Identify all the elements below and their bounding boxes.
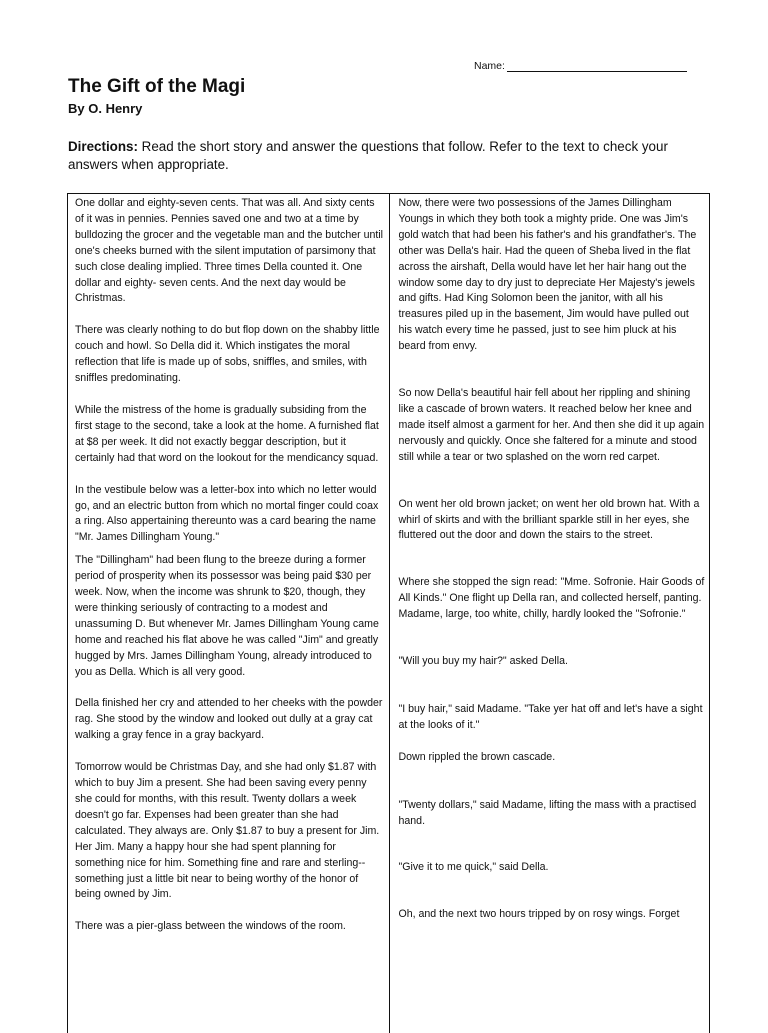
story-paragraph: Now, there were two possessions of the James Dillingham Youngs in which they both took a mighty pride. One was Jim's gold watch that had been his father's and his grandfather's. The other was Della's hair. Had the queen of Sheba lived in the flat across the airshaft, Della would have let her hair hang out the window some day to dry just to depreciate Her Majesty's jewels and gifts. Had King Solomon been the janitor, with all his treasures piled up in the basement, Jim would have pulled out his watch every time he passed, just to see him pluck at his beard from envy. xyxy=(398,197,697,353)
author-line: By O. Henry xyxy=(68,101,143,116)
story-paragraph: "Twenty dollars," said Madame, lifting the mass with a practised hand. xyxy=(398,798,697,827)
name-label: Name: xyxy=(474,60,505,72)
story-table xyxy=(67,193,710,1033)
story-paragraph: The "Dillingham" had been flung to the breeze during a former period of prosperity when its possessor was being paid $30 per week. Now, when the income was shrunk to $20, though, they were thinking seriously of contracting to a modest and unassuming D. But whenever Mr. James Dillingham Young came home and reached his flat above he was called "Jim" and greatly hugged by Mrs. James Dillingham Young, already introduced to you as Della. Which is all very good. xyxy=(75,554,379,678)
story-paragraph: Tomorrow would be Christmas Day, and she had only $1.87 with which to buy Jim a present. She had been saving every penny she could for months, with this result. Twenty dollars a week doesn't go far. Expenses had been greater than she had calculated. They always are. Only $1.87 to buy a present for Jim. Her Jim. Many a happy hour she had spent planning for something nice for him. Something fine and rare and sterling--something just a little bit near to being worthy of the honor of being owned by Jim. xyxy=(75,761,380,901)
story-paragraph: "I buy hair," said Madame. "Take yer hat off and let's have a sight at the looks of it." xyxy=(398,702,703,731)
story-paragraph: Where she stopped the sign read: "Mme. Sofronie. Hair Goods of All Kinds." One flight up Della ran, and collected herself, panting. Madame, large, too white, chilly, hardly looked the "Sofronie." xyxy=(398,576,705,621)
story-paragraph: One dollar and eighty-seven cents. That was all. And sixty cents of it was in pennies. Pennies saved one and two at a time by bulldozing the grocer and the vegetable man and the butcher until one's cheeks burned with the silent imputation of parsimony that such close dealing implied. Three times Della counted it. One dollar and eighty- seven cents. And the next day would be Christmas. xyxy=(75,197,384,305)
page-title: The Gift of the Magi xyxy=(68,76,246,97)
directions-text: Read the short story and answer the questions that follow. Refer to the text to check your answers when appropriate. xyxy=(68,139,668,172)
directions-label: Directions: xyxy=(68,139,138,154)
directions xyxy=(68,138,708,174)
story-paragraph: On went her old brown jacket; on went her old brown hat. With a whirl of skirts and with the brilliant sparkle still in her eyes, she fluttered out the door and down the stairs to the street. xyxy=(398,497,700,542)
name-field[interactable] xyxy=(474,60,687,72)
story-paragraph: So now Della's beautiful hair fell about her rippling and shining like a cascade of brown waters. It reached below her knee and made itself almost a garment for her. And then she did it up again nervously and quickly. Once she faltered for a minute and stood still while a tear or two splashed on the worn red carpet. xyxy=(398,387,705,463)
story-paragraph: There was clearly nothing to do but flop down on the shabby little couch and howl. So Della did it. Which instigates the moral reflection that life is made up of sobs, sniffles, and smiles, with sniffles predominating. xyxy=(75,324,380,385)
story-paragraph: "Will you buy my hair?" asked Della. xyxy=(398,655,568,668)
story-paragraph: "Give it to me quick," said Della. xyxy=(398,861,549,874)
story-paragraph: Oh, and the next two hours tripped by on rosy wings. Forget xyxy=(398,908,680,921)
story-column-left xyxy=(68,194,390,1033)
story-paragraph: Della finished her cry and attended to her cheeks with the powder rag. She stood by the window and looked out dully at a gray cat walking a gray fence in a gray backyard. xyxy=(75,697,383,742)
story-paragraph: In the vestibule below was a letter-box into which no letter would go, and an electric button from which no mortal finger could coax a ring. Also appertaining thereunto was a card bearing the name "Mr. James Dillingham Young." xyxy=(75,483,379,544)
story-paragraph: Down rippled the brown cascade. xyxy=(398,750,556,763)
name-blank-line[interactable] xyxy=(507,61,687,72)
story-paragraph: While the mistress of the home is gradually subsiding from the first stage to the second, take a look at the home. A furnished flat at $8 per week. It did not exactly beggar description, but it certainly had that word on the lookout for the mendicancy squad. xyxy=(75,403,379,464)
story-column-right xyxy=(390,194,710,1033)
story-paragraph: There was a pier-glass between the windows of the room. xyxy=(75,920,346,933)
